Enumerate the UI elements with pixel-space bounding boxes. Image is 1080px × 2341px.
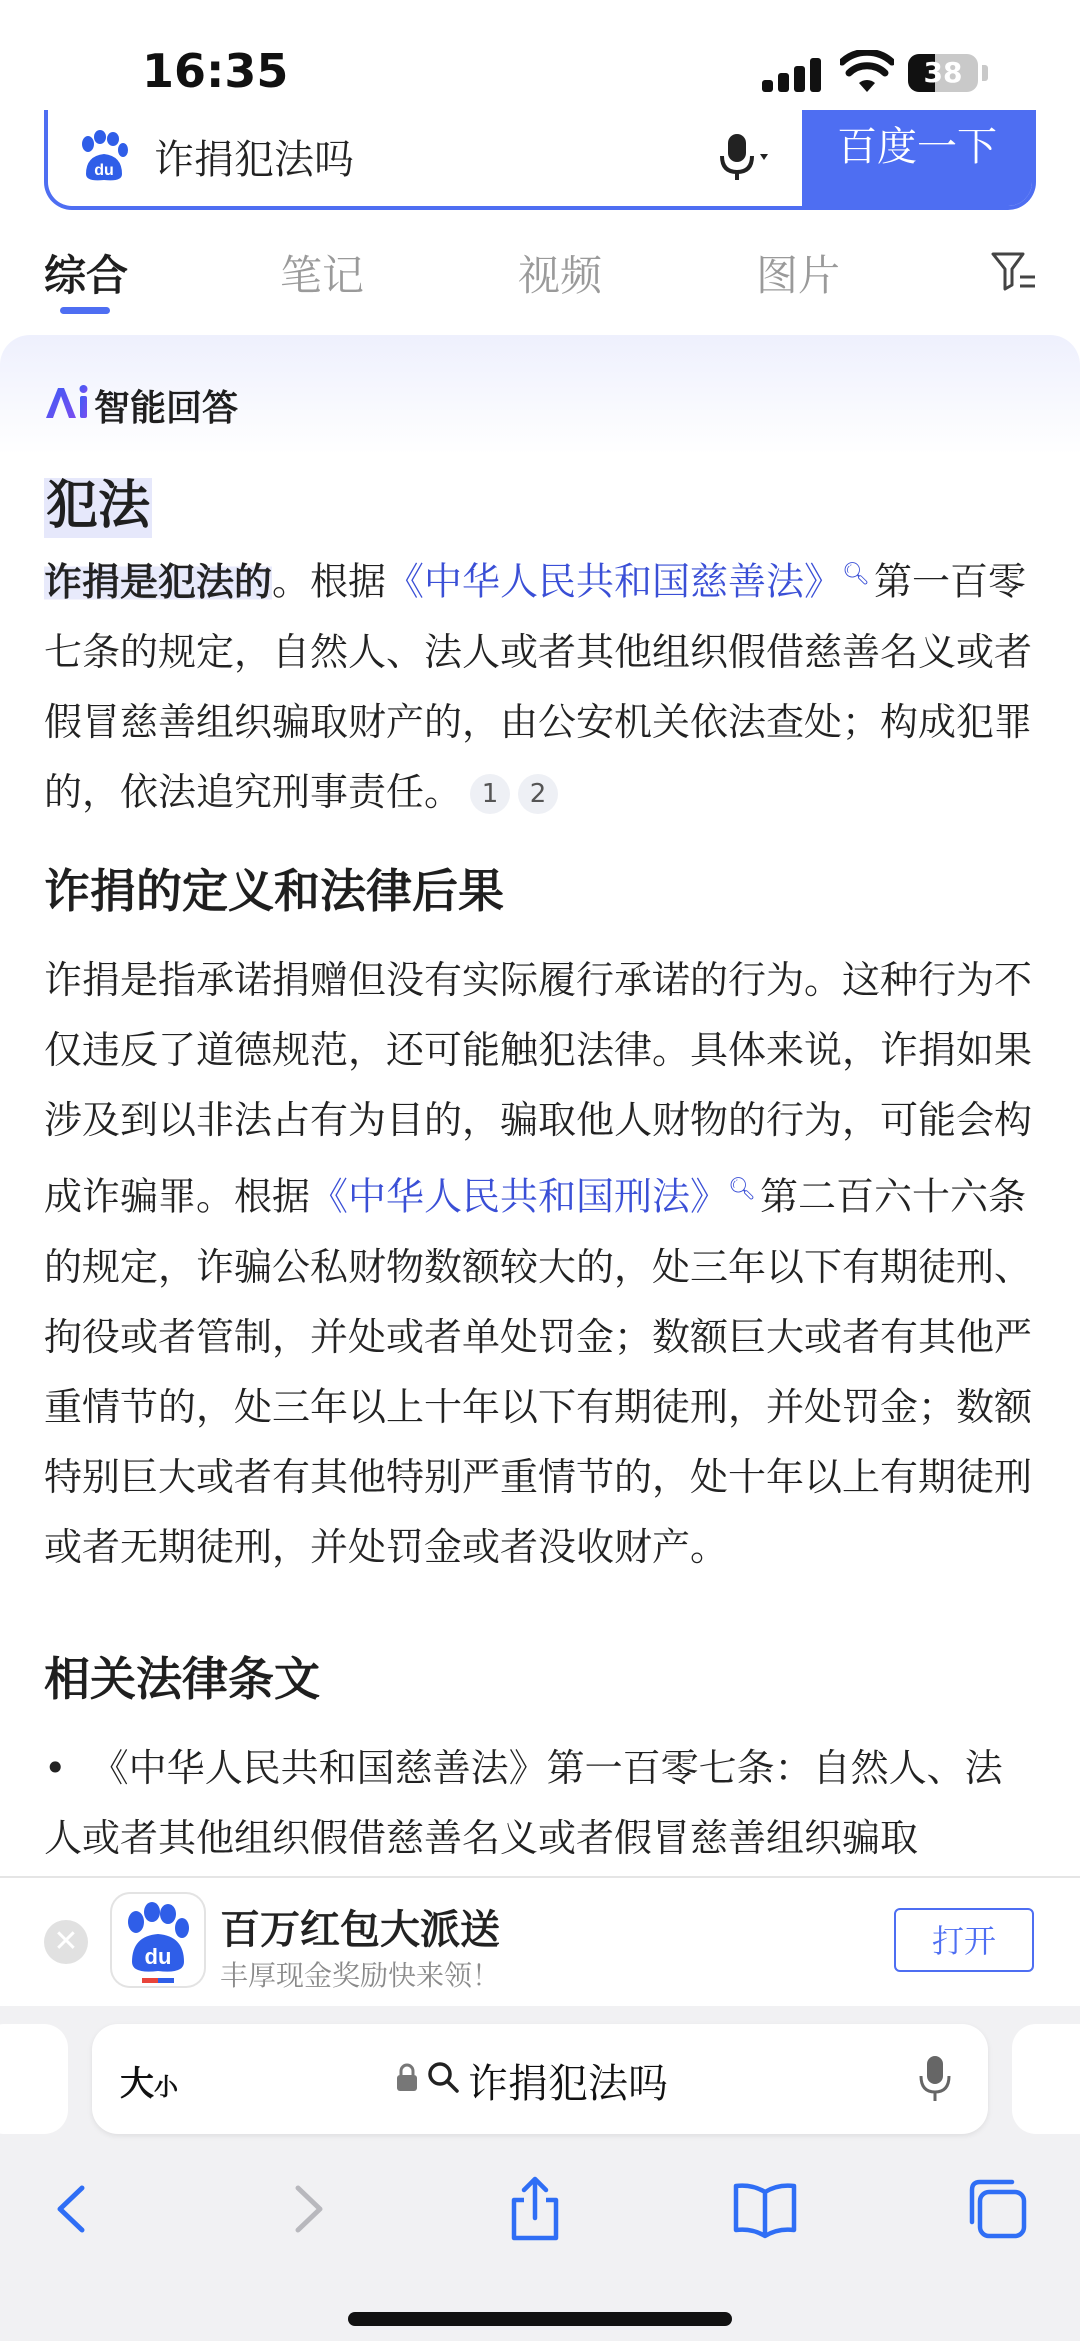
battery-percent: 38 [923,56,963,89]
text-size-large: 大 [120,2064,154,2104]
forward-icon[interactable] [272,2176,342,2242]
active-tab-indicator [60,307,110,314]
lock-icon [396,2062,418,2092]
baidu-paw-icon [76,130,132,182]
battery-icon [908,54,978,92]
app-promo-banner [0,1876,1080,2008]
link-search-icon[interactable]: 🔍︎ [728,1177,756,1202]
intro-text-after-link: 第一百零七条的规定，自然人、法人或者其他组织假借慈善名义或者假冒慈善组织骗取财产的，由公安机关依法查处；构成犯罪的，依法追究刑事责任。 [44,559,1033,814]
bookmarks-icon[interactable] [730,2176,800,2242]
battery-tip [982,65,988,81]
tab-images[interactable]: 图片 [756,251,841,300]
share-icon[interactable] [500,2176,570,2242]
definition-paragraph [44,945,1040,1582]
banner-title: 百万红包大派送 [220,1907,500,1953]
intro-text-before-link: 。根据 [272,559,387,604]
status-time: 16:35 [142,44,289,98]
microphone-icon[interactable] [918,2054,952,2104]
search-icon [426,2060,460,2094]
criminal-law-link[interactable]: 《中华人民共和国刑法》 [310,1174,729,1219]
link-search-icon[interactable]: 🔍︎ [842,562,870,587]
back-icon[interactable] [38,2176,108,2242]
next-tab-peek[interactable] [1012,2024,1080,2134]
search-submit-button[interactable]: 百度一下 [802,110,1032,206]
tab-notes[interactable]: 笔记 [280,251,365,300]
ai-logo-icon [44,382,92,422]
section-heading-related-laws: 相关法律条文 [44,1652,320,1706]
svg-text:du: du [144,1944,172,1969]
section-heading-definition: 诈捐的定义和法律后果 [44,864,504,918]
cellular-signal-icon [762,58,824,92]
filter-icon[interactable] [990,249,1038,293]
citation-1[interactable]: 1 [470,774,510,814]
bullet: • [44,1746,67,1790]
search-box[interactable] [44,110,1036,210]
baidu-app-icon [112,1894,204,1986]
close-icon[interactable]: ✕ [44,1920,88,1964]
ai-answer-card [0,335,1080,1875]
wifi-icon [840,50,894,94]
tabs-icon[interactable] [962,2176,1032,2242]
svg-text:du: du [94,162,114,179]
address-text[interactable]: 诈捐犯法吗 [468,2061,668,2107]
open-app-button[interactable]: 打开 [894,1908,1034,1972]
answer-highlight: 诈捐是犯法的 [44,559,273,604]
result-tabs [0,235,1080,325]
home-indicator [348,2312,732,2326]
previous-tab-peek[interactable] [0,2024,68,2134]
charity-law-link[interactable]: 《中华人民共和国慈善法》 [386,559,843,604]
definition-text-after-link: 第二百六十六条的规定，诈骗公私财物数额较大的，处三年以下有期徒刑、拘役或者管制，并处或者单处罚金；数额巨大或者有其他严重情节的，处三年以上十年以下有期徒刑，并处罚金；数额特别巨大或者有其他特别严重情节的，处十年以上有期徒刑或者无期徒刑，并处罚金或者没收财产。 [44,1174,1033,1569]
banner-subtitle: 丰厚现金奖励快来领！ [220,1959,501,1992]
answer-intro-paragraph [44,540,1040,827]
ai-answer-brand: 智能回答 [94,388,239,429]
related-law-text: 《中华人民共和国慈善法》第一百零七条：自然人、法人或者其他组织假借慈善名义或者假冒慈善组织骗取 [44,1746,1003,1860]
text-size-small: 小 [154,2073,178,2101]
search-query[interactable]: 诈捐犯法吗 [154,137,354,183]
related-law-item [44,1733,1040,1873]
tab-videos[interactable]: 视频 [518,251,603,300]
address-bar[interactable] [92,2024,988,2134]
browser-bottom-bar [0,2006,1080,2341]
citation-2[interactable]: 2 [518,774,558,814]
text-size-button[interactable] [120,2056,178,2105]
tab-comprehensive[interactable]: 综合 [44,251,129,300]
microphone-icon[interactable] [716,132,776,182]
definition-text-before-link: 诈捐是指承诺捐赠但没有实际履行承诺的行为。这种行为不仅违反了道德规范，还可能触犯法律。具体来说，诈捐如果涉及到以非法占有为目的，骗取他人财物的行为，可能会构成诈骗罪。根据 [44,958,1033,1219]
answer-heading: 犯法 [44,463,152,538]
